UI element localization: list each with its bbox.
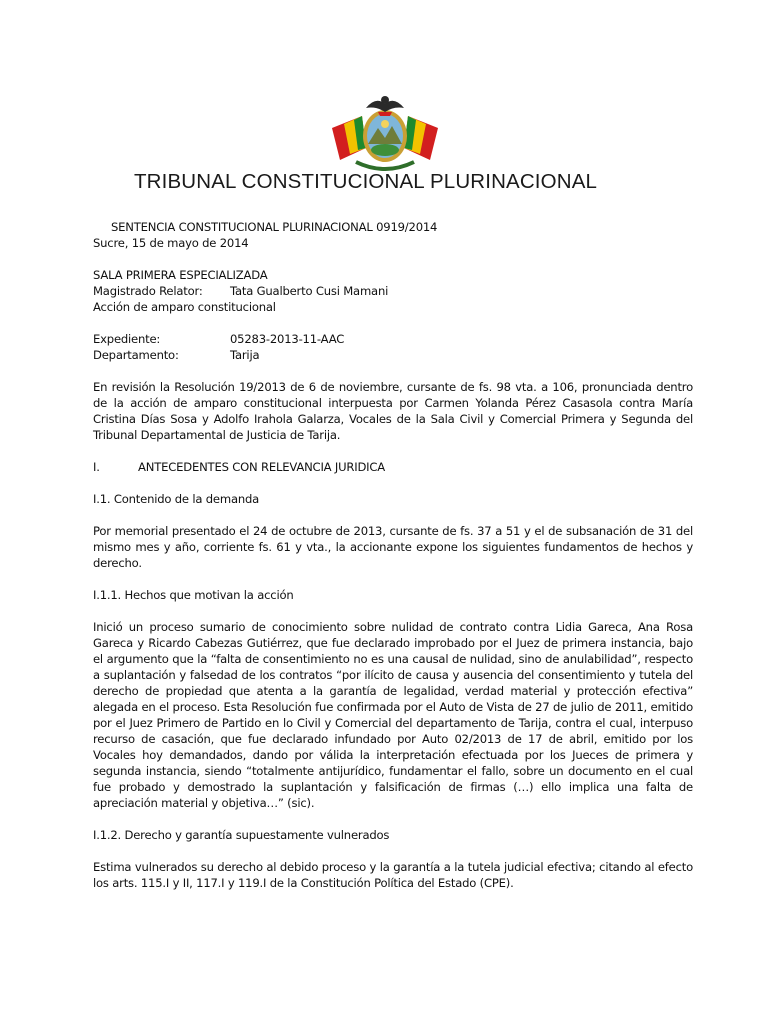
subsection-title: I.1.2. Derecho y garantía supuestamente vulnerados	[93, 828, 390, 842]
review-paragraph: En revisión la Resolución 19/2013 de 6 de noviembre, cursante de fs. 98 vta. a 106, pronunciada dentro de la acción de amparo constitucional interpuesta por Carmen Yolanda Pérez Casasola contra María Cristina Días Sosa y Adolfo Irahola Galarza, Vocales de la Sala Civil y Comercial Primera y Segunda del Tribunal Departamental de Justicia de Tarija.	[93, 380, 693, 442]
rapporteur-value: Tata Gualberto Cusi Mamani	[230, 284, 389, 298]
file-value: 05283-2013-11-AAC	[230, 332, 345, 346]
department-label: Departamento:	[93, 348, 179, 362]
document-body	[93, 219, 693, 891]
rights-paragraph: Estima vulnerados su derecho al debido proceso y la garantía a la tutela judicial efectiva; citando al efecto los arts. 115.I y II, 117.I y 119.I de la Constitución Política del Estado (CPE).	[93, 860, 693, 890]
section-title: ANTECEDENTES CON RELEVANCIA JURIDICA	[138, 460, 386, 474]
chamber: SALA PRIMERA ESPECIALIZADA	[93, 268, 268, 282]
section-heading	[93, 459, 693, 475]
facts-paragraph: Inició un proceso sumario de conocimiento sobre nulidad de contrato contra Lidia Gareca, Ana Rosa Gareca y Ricardo Cabezas Gutiérrez, que fue declarado improbado por el Juez de primera instancia, bajo el argumento que la “falta de consentimiento no es una causal de nulidad, sino de anulabilidad”, respecto a suplantación y falsedad de los contratos “por ilícito de causa y ausencia del consentimiento y tutela del derecho de propiedad que atenta a la garantía de legalidad, verdad material y protección efectiva” alegada en el proceso. Esta Resolución fue confirmada por el Auto de Vista de 27 de julio de 2011, emitido por el Juez Primero de Partido en lo Civil y Comercial del departamento de Tarija, contra el cual, interpuso recurso de casación, que fue declarado infundado por Auto 02/2013 de 17 de abril, emitido por los Vocales hoy demandados, dando por válida la interpretación efectuada por los Jueces de primera y segunda instancia, siendo “totalmente antijurídico, fundamentar el fallo, sobre un documento en el cual fue probado y demostrado la suplantación y falsificación de firmas (…) ello implica una falta de apreciación material y objetiva…” (sic).	[93, 620, 693, 810]
file-row	[93, 331, 693, 347]
sentence-title: SENTENCIA CONSTITUCIONAL PLURINACIONAL 0919/2014	[111, 220, 438, 234]
file-label: Expediente:	[93, 332, 161, 346]
subsection-paragraph: Por memorial presentado el 24 de octubre de 2013, cursante de fs. 37 a 51 y el de subsanación de 31 del mismo mes y año, corriente fs. 61 y vta., la accionante expone los siguientes fundamentos de hechos y derecho.	[93, 524, 693, 570]
rapporteur-row	[93, 283, 693, 299]
department-value: Tarija	[230, 348, 260, 362]
bolivia-coat-of-arms-icon	[326, 88, 444, 174]
section-number: I.	[93, 460, 100, 474]
subsection-title: I.1.1. Hechos que motivan la acción	[93, 588, 294, 602]
department-row	[93, 347, 693, 363]
court-name-header: TRIBUNAL CONSTITUCIONAL PLURINACIONAL	[134, 170, 598, 193]
rapporteur-label: Magistrado Relator:	[93, 284, 203, 298]
subsection-title: I.1. Contenido de la demanda	[93, 492, 260, 506]
place-date: Sucre, 15 de mayo de 2014	[93, 236, 249, 250]
action-type: Acción de amparo constitucional	[93, 300, 276, 314]
